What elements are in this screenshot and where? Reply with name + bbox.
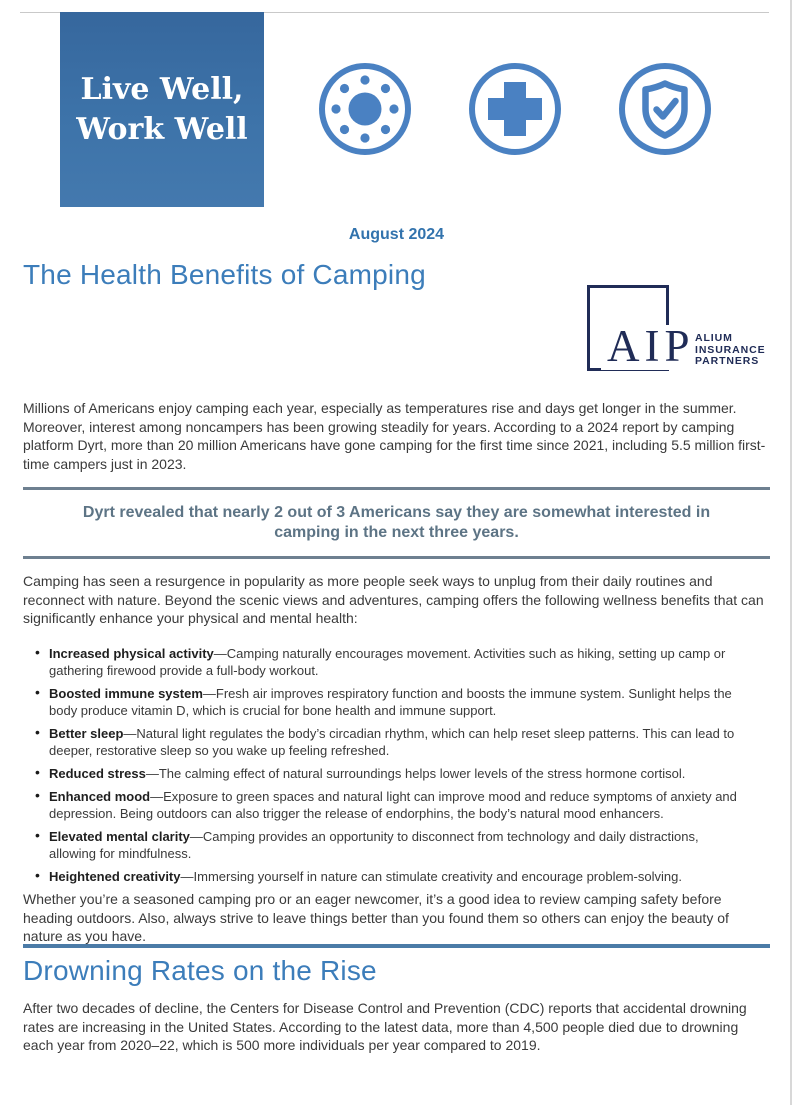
callout-top-rule	[23, 487, 770, 490]
list-item	[35, 725, 739, 759]
medical-cross-icon	[468, 62, 562, 156]
masthead-banner	[60, 12, 264, 207]
issue-date: August 2024	[348, 226, 445, 243]
benefit-term: Reduced stress	[49, 766, 146, 781]
camping-closing-paragraph: Whether you’re a seasoned camping pro or an eager newcomer, it’s a good idea to review camping safety before heading outdoors. Also, always strive to leave things better than you found them so others can enjoy the beauty of nature as you have.	[23, 891, 729, 944]
aip-logo-monogram: AIP	[601, 325, 697, 370]
list-item	[35, 828, 739, 862]
masthead-title-line2: Work Well	[76, 111, 248, 147]
benefit-term: Better sleep	[49, 726, 124, 741]
drowning-intro-paragraph: After two decades of decline, the Centers for Disease Control and Prevention (CDC) reports that accidental drowning rates are increasing in the United States. According to the latest data, more than 4,500 people died due to drowning each year from 2020–22, which is 500 more individuals per year compared to 2019.	[23, 1000, 747, 1053]
list-item	[35, 765, 739, 782]
camping-intro-paragraph: Millions of Americans enjoy camping each year, especially as temperatures rise and days get longer in the summer. Moreover, interest among noncampers has been growing steadily for years. According to a 2024 report by camping platform Dyrt, more than 20 million Americans have gone camping for the first time since 2021, including 5.5 million first-time campers just in 2023.	[23, 400, 766, 472]
callout-quote-text: Dyrt revealed that nearly 2 out of 3 Americans say they are somewhat interested in camping in the next three years.	[82, 504, 711, 541]
benefit-desc: —Natural light regulates the body’s circadian rhythm, which can help reset sleep patterns. This can lead to deeper, restorative sleep so you wake up feeling refreshed.	[49, 726, 735, 758]
benefit-term: Boosted immune system	[49, 686, 203, 701]
shield-check-icon	[618, 62, 712, 156]
list-item	[35, 868, 739, 885]
aip-logo	[585, 283, 775, 375]
benefit-term: Increased physical activity	[49, 646, 214, 661]
benefit-desc: —Camping naturally encourages movement. Activities such as hiking, setting up camp or gathering firewood provide a full-body workout.	[49, 646, 726, 678]
aip-logo-wordmark-line1: ALIUM	[695, 332, 733, 344]
page-right-edge	[790, 0, 792, 1105]
benefit-desc: —Exposure to green spaces and natural light can improve mood and reduce symptoms of anxiety and depression. Being outdoors can also trigger the release of endorphins, the body’s natural mood enhancers.	[49, 789, 737, 821]
article-title-drowning: Drowning Rates on the Rise	[23, 955, 377, 986]
callout-bottom-rule	[23, 556, 770, 559]
aip-logo-wordmark	[695, 333, 766, 368]
benefit-desc: —Camping provides an opportunity to disconnect from technology and daily distractions, allowing for mindfulness.	[49, 829, 699, 861]
section-divider-rule	[23, 944, 770, 948]
wellness-benefits-list	[35, 645, 739, 891]
aip-logo-wordmark-line3: PARTNERS	[695, 355, 760, 367]
list-item	[35, 685, 739, 719]
aip-logo-wordmark-line2: INSURANCE	[695, 343, 766, 356]
camping-body-paragraph: Camping has seen a resurgence in popularity as more people seek ways to unplug from their daily routines and reconnect with nature. Beyond the scenic views and adventures, camping offers the following wellness benefits that can significantly enhance your physical and mental health:	[23, 573, 764, 626]
list-item	[35, 645, 739, 679]
benefit-desc: —Fresh air improves respiratory function and boosts the immune system. Sunlight helps the body produce vitamin D, which is crucial for bone health and immune support.	[49, 686, 732, 718]
benefit-desc: —The calming effect of natural surroundings helps lower levels of the stress hormone cortisol.	[145, 766, 686, 781]
list-item	[35, 788, 739, 822]
benefit-desc: —Immersing yourself in nature can stimulate creativity and encourage problem-solving.	[180, 869, 682, 884]
article-title-camping: The Health Benefits of Camping	[23, 259, 426, 290]
sun-icon	[318, 62, 412, 156]
benefit-term: Enhanced mood	[49, 789, 151, 804]
masthead-title-line1: Live Well,	[80, 71, 244, 107]
benefit-term: Elevated mental clarity	[49, 829, 190, 844]
masthead-title	[76, 70, 247, 150]
callout-quote	[23, 503, 770, 542]
benefit-term: Heightened creativity	[49, 869, 181, 884]
